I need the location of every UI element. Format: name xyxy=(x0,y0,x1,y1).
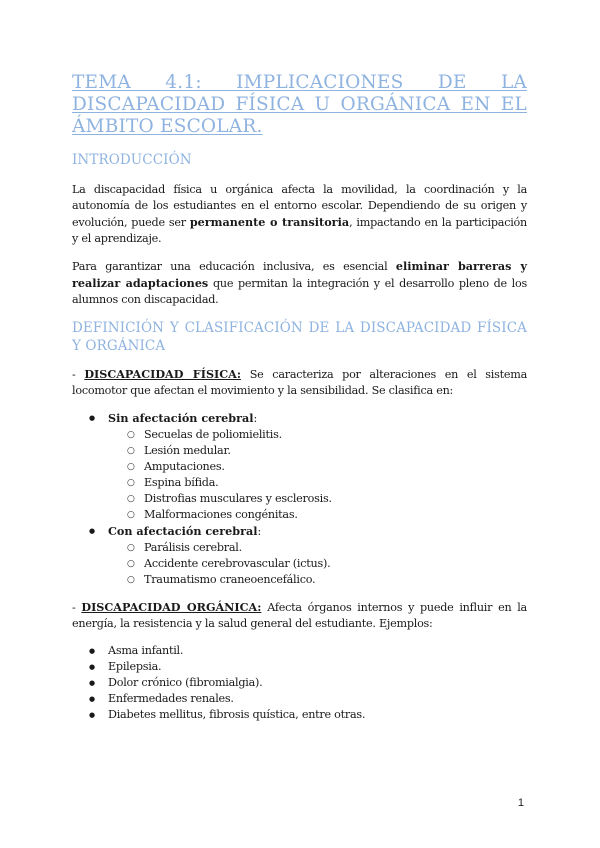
list-item: ○ Lesión medular. xyxy=(72,443,527,459)
list-item: ○ Traumatismo craneoencefálico. xyxy=(72,572,527,588)
list-item: ● Enfermedades renales. xyxy=(72,691,527,707)
list-item: ○ Malformaciones congénitas. xyxy=(72,507,527,523)
intro-paragraph-2: Para garantizar una educación inclusiva, es esencial eliminar barreras y realizar adaptaciones que permitan la integración y el desarrollo pleno de los alumnos con discapacidad. xyxy=(72,259,527,306)
intro-paragraph-1: La discapacidad física u orgánica afecta la movilidad, la coordinación y la autonomía de los estudiantes en el entorno escolar. Dependiendo de su origen y evolución, puede ser permanente o transitoria, impactando en la participación y el aprendizaje. xyxy=(72,183,527,245)
list-item: ○ Parálisis cerebral. xyxy=(72,540,527,556)
list-item: ● Asma infantil. xyxy=(72,643,527,659)
organica-paragraph: - DISCAPACIDAD ORGÁNICA: Afecta órganos internos y puede influir en la energía, la resistencia y la salud general del estudiante. Ejemplos: xyxy=(72,600,527,630)
list-item: ○ Distrofias musculares y esclerosis. xyxy=(72,491,527,507)
list-item: ● Sin afectación cerebral: ○ Secuelas de poliomielitis. ○ Lesión medular. ○ Amputaciones. ○ Espina bífida. ○ Distrofias musculares y esclerosis. ○ Malformaciones congénitas. xyxy=(72,410,527,523)
sublist xyxy=(108,427,527,523)
fisica-label: DISCAPACIDAD FÍSICA: xyxy=(84,367,241,381)
list-item: ● Diabetes mellitus, fibrosis quística, entre otras. xyxy=(72,707,527,723)
list-item: ● Con afectación cerebral: ○ Parálisis cerebral. ○ Accidente cerebrovascular (ictus). ○ Traumatismo craneoencefálico. xyxy=(72,523,527,588)
definition-heading: DEFINICIÓN Y CLASIFICACIÓN DE LA DISCAPACIDAD FÍSICA Y ORGÁNICA xyxy=(72,320,527,354)
list-item: ○ Amputaciones. xyxy=(72,459,527,475)
sublist xyxy=(108,540,527,588)
list-item: ● Dolor crónico (fibromialgia). xyxy=(72,675,527,691)
list-item: ○ Accidente cerebrovascular (ictus). xyxy=(72,556,527,572)
page-content xyxy=(72,72,527,723)
list-item: ○ Espina bífida. xyxy=(72,475,527,491)
fisica-classification-list xyxy=(72,410,527,588)
intro-emphasis-1: permanente o transitoria xyxy=(189,215,350,229)
list-item: ○ Secuelas de poliomielitis. xyxy=(72,427,527,443)
intro-emphasis-2: eliminar barreras y realizar adaptaciones xyxy=(72,259,527,290)
page-number: 1 xyxy=(517,797,524,809)
list-item: ● Epilepsia. xyxy=(72,659,527,675)
fisica-paragraph: - DISCAPACIDAD FÍSICA: Se caracteriza por alteraciones en el sistema locomotor que afectan el movimiento y la sensibilidad. Se clasifica en: xyxy=(72,367,527,397)
intro-heading: INTRODUCCIÓN xyxy=(72,152,192,168)
organica-label: DISCAPACIDAD ORGÁNICA: xyxy=(81,600,262,614)
organica-examples-list xyxy=(72,643,527,723)
document-title: TEMA 4.1: IMPLICACIONES DE LA DISCAPACIDAD FÍSICA U ORGÁNICA EN EL ÁMBITO ESCOLAR. xyxy=(72,72,527,137)
